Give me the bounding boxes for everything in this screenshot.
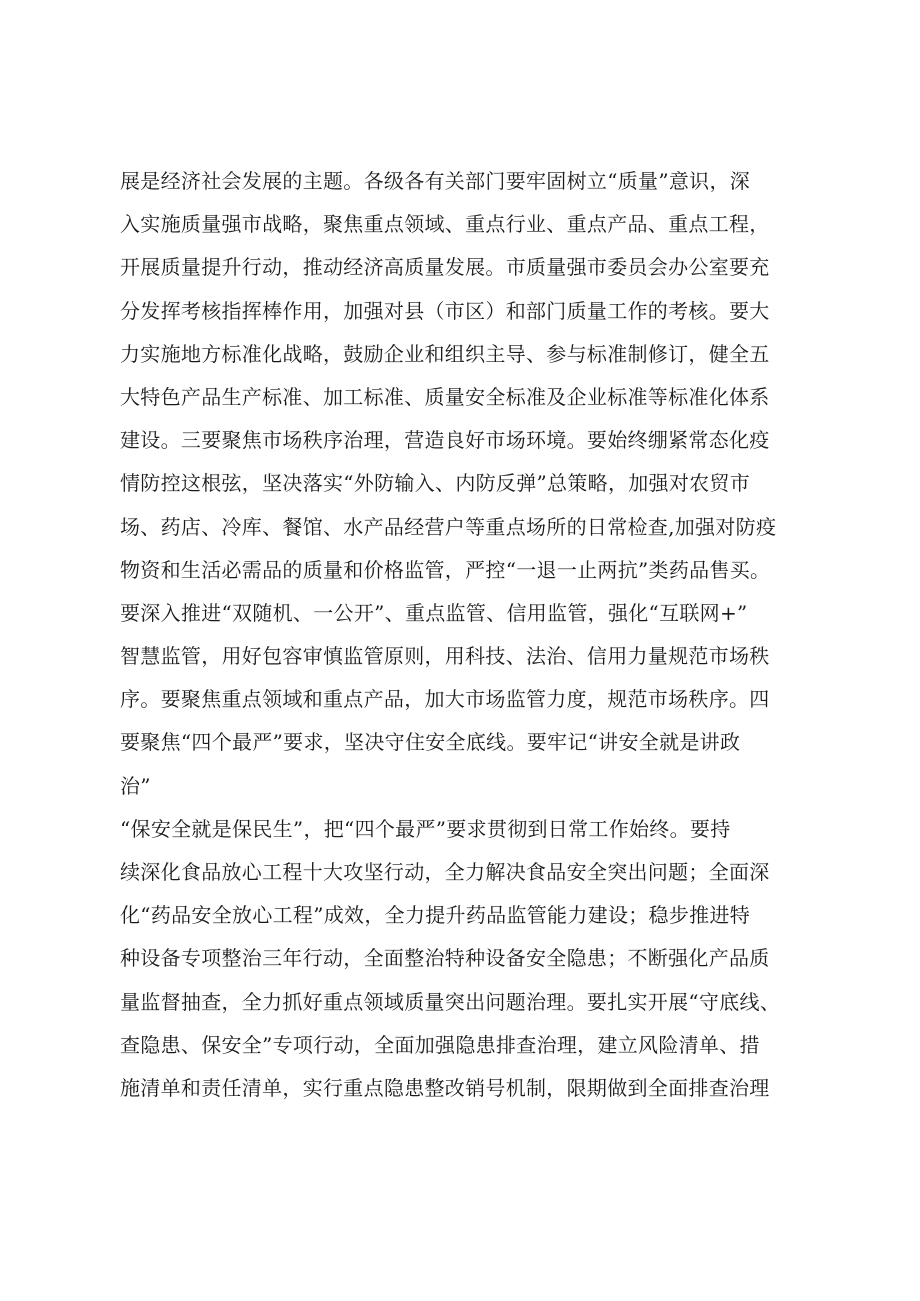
text-line: 施清单和责任清单，实行重点隐患整改销号机制，限期做到全面排查治理: [120, 1075, 770, 1100]
text-line: 要深入推进“双随机、一公开”、重点监管、信用监管，强化“互联网+”: [120, 600, 748, 625]
text-line: 续深化食品放心工程十大攻坚行动，全力解决食品安全突出问题；全面深: [120, 860, 770, 884]
text-line: 力实施地方标准化战略，鼓励企业和组织主导、参与标准制修订，健全五: [120, 341, 770, 366]
text-line: 情防控这根弦，坚决落实“外防输入、内防反弹”总策略，加强对农贸市: [120, 471, 751, 496]
text-line: 分发挥考核指挥棒作用，加强对县（市区）和部门质量工作的考核。要大: [120, 298, 770, 323]
body-text: [120, 160, 820, 1110]
text-line: 治”: [120, 773, 151, 798]
text-line: 量监督抽查，全力抓好重点领域质量突出问题治理。要扎实开展“守底线、: [120, 989, 781, 1014]
text-line: 种设备专项整治三年行动，全面整治特种设备安全隐患；不断强化产品质: [120, 946, 770, 971]
text-line: “保安全就是保民生”，把“四个最严”要求贯彻到日常工作始终。要持: [120, 816, 731, 841]
text-line: 建设。三要聚焦市场秩序治理，营造良好市场环境。要始终绷紧常态化疫: [120, 428, 770, 453]
text-line: 物资和生活必需品的质量和价格监管，严控“一退一止两抗”类药品售买。: [120, 557, 771, 582]
text-line: 智慧监管，用好包容审慎监管原则，用科技、法治、信用力量规范市场秩: [120, 644, 770, 669]
text-line: 入实施质量强市战略，聚焦重点领域、重点行业、重点产品、重点工程，: [120, 212, 770, 237]
text-line: 开展质量提升行动，推动经济高质量发展。市质量强市委员会办公室要充: [120, 255, 770, 280]
text-line: 要聚焦“四个最严”要求，坚决守住安全底线。要牢记“讲安全就是讲政: [120, 730, 741, 755]
text-line: 大特色产品生产标准、加工标准、质量安全标准及企业标准等标准化体系: [120, 384, 770, 409]
text-line: 展是经济社会发展的主题。各级各有关部门要牢固树立“质量”意识，深: [120, 169, 751, 193]
text-line: 查隐患、保安全”专项行动，全面加强隐患排查治理，建立风险清单、措: [120, 1032, 760, 1057]
text-line: 化“药品安全放心工程”成效，全力提升药品监管能力建设；稳步推进特: [120, 903, 751, 928]
text-line: 序。要聚焦重点领域和重点产品，加大市场监管力度，规范市场秩序。四: [120, 687, 770, 712]
text-line: 场、药店、冷库、餐馆、水产品经营户等重点场所的日常检查,加强对防疫: [120, 514, 777, 539]
